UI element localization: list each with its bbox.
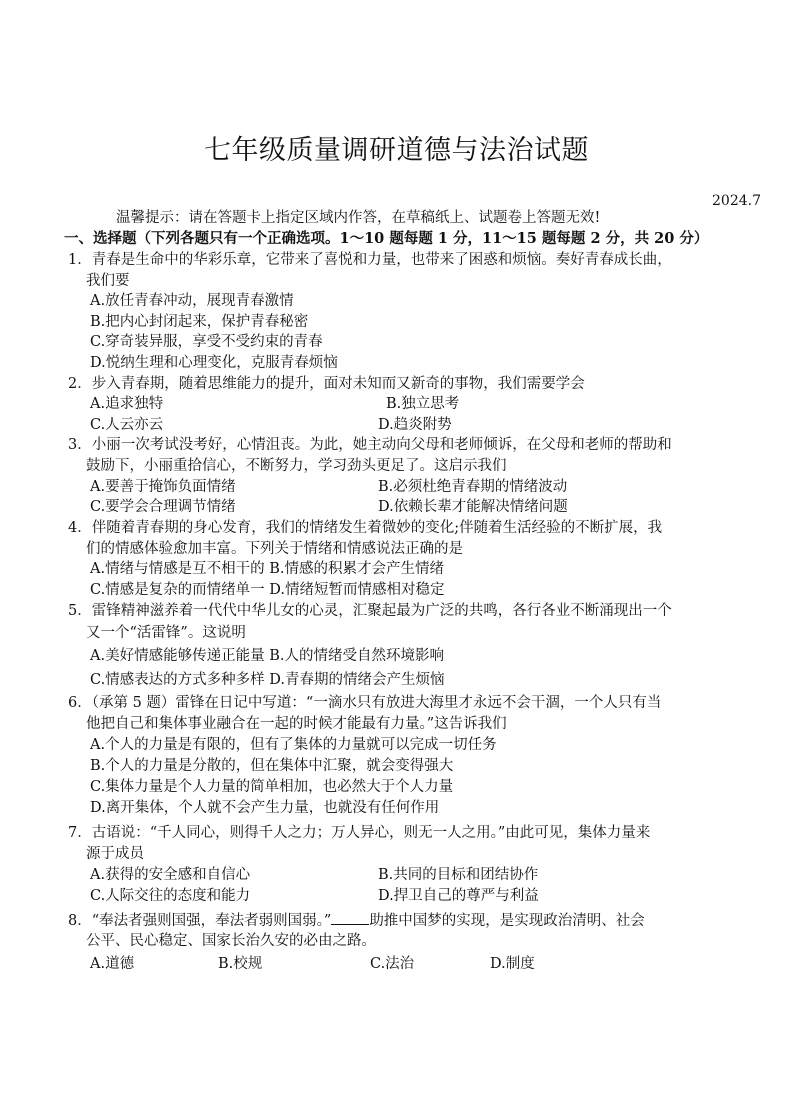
q7-option-d: D.捍卫自己的尊严与利益 [378,888,539,904]
q6-option-b: B.个人的力量是分散的，但在集体中汇聚，就会变得强大 [90,758,454,774]
q5-options-ab: A.美好情感能够传递正能量 B.人的情绪受自然环境影响 [90,648,444,664]
q8-stem-line1 [68,910,645,931]
q1-option-d: D.悦纳生理和心理变化，克服青春烦恼 [90,355,338,371]
answer-blank [331,910,369,925]
q5-stem-line2: 又一个“活雷锋”。这说明 [86,625,246,641]
q7-option-c: C.人际交往的态度和能力 [90,888,251,904]
q2-option-d: D.趋炎附势 [378,417,452,433]
q3-option-b: B.必须杜绝青春期的情绪波动 [378,479,568,495]
q7-option-b: B.共同的目标和团结协作 [378,867,539,883]
q1-option-c: C.穿奇装异服，享受不受约束的青春 [90,334,323,350]
q2-option-b: B.独立思考 [386,396,460,412]
q6-option-a: A.个人的力量是有限的，但有了集体的力量就可以完成一切任务 [90,737,497,753]
q6-option-c: C.集体力量是个人力量的简单相加，也必然大于个人力量 [90,779,454,795]
q4-stem-line2: 们的情感体验愈加丰富。下列关于情绪和情感说法正确的是 [86,541,463,557]
q8-option-d: D.制度 [490,956,535,972]
q8-stem-line2: 公平、民心稳定、国家长治久安的必由之路。 [86,933,376,949]
q3-option-a: A.要善于掩饰负面情绪 [90,479,236,495]
q8-option-c: C.法治 [370,956,415,972]
q1-stem-line2: 我们要 [86,273,130,289]
q7-stem-line1: 7．古语说：“千人同心，则得千人之力；万人异心，则无一人之用。”由此可见，集体力量来 [68,825,651,841]
page-title: 七年级质量调研道德与法治试题 [204,135,589,166]
q3-stem-line2: 鼓励下，小丽重拾信心，不断努力，学习劲头更足了。这启示我们 [86,458,507,474]
q7-stem-line2: 源于成员 [86,846,144,862]
q1-stem-line1: 1．青春是生命中的华彩乐章，它带来了喜悦和力量，也带来了困惑和烦恼。奏好青春成长曲， [68,252,672,268]
q2-stem: 2．步入青春期，随着思维能力的提升，面对未知而又新奇的事物，我们需要学会 [68,376,585,392]
q4-options-ab: A.情绪与情感是互不相干的 B.情感的积累才会产生情绪 [90,561,444,577]
q3-stem-line1: 3．小丽一次考试没考好，心情沮丧。为此，她主动向父母和老师倾诉，在父母和老师的帮助和 [68,437,672,453]
q6-stem-line2: 他把自己和集体事业融合在一起的时候才能最有力量。”这告诉我们 [86,716,507,732]
q8-option-a: A.道德 [90,956,135,972]
q1-option-b: B.把内心封闭起来，保护青春秘密 [90,314,309,330]
q4-stem-line1: 4．伴随着青春期的身心发育，我们的情绪发生着微妙的变化;伴随着生活经验的不断扩展，我 [68,520,663,536]
q5-options-cd: C.情感表达的方式多种多样 D.青春期的情绪会产生烦恼 [90,672,445,688]
q8-stem-post: 助推中国梦的实现，是实现政治清明、社会 [369,913,645,929]
exam-date: 2024.7 [712,193,761,209]
q1-option-a: A.放任青春冲动，展现青春激情 [90,293,294,309]
q4-options-cd: C.情感是复杂的而情绪单一 D.情绪短暂而情感相对稳定 [90,582,445,598]
q7-option-a: A.获得的安全感和自信心 [90,867,251,883]
q8-stem-pre: 8．“奉法者强则国强，奉法者弱则国弱。” [68,913,332,929]
q2-option-c: C.人云亦云 [90,417,164,433]
q5-stem-line1: 5．雷锋精神滋养着一代代中华儿女的心灵，汇聚起最为广泛的共鸣，各行各业不断涌现出一个 [68,603,672,619]
q2-option-a: A.追求独特 [90,396,164,412]
q6-stem-line1: 6．（承第 5 题）雷锋在日记中写道：“一滴水只有放进大海里才永远不会干涸，一个人只有当 [68,695,662,711]
q8-option-b: B.校规 [218,956,263,972]
q3-option-d: D.依赖长辈才能解决情绪问题 [378,499,568,515]
q3-option-c: C.要学会合理调节情绪 [90,499,236,515]
tip-text: 温馨提示：请在答题卡上指定区域内作答，在草稿纸上、试题卷上答题无效! [116,210,601,226]
q6-option-d: D.离开集体，个人就不会产生力量，也就没有任何作用 [90,800,440,816]
section-heading: 一、选择题（下列各题只有一个正确选项。1～10 题每题 1 分，11～15 题每题 2 分，共 20 分） [64,230,709,247]
